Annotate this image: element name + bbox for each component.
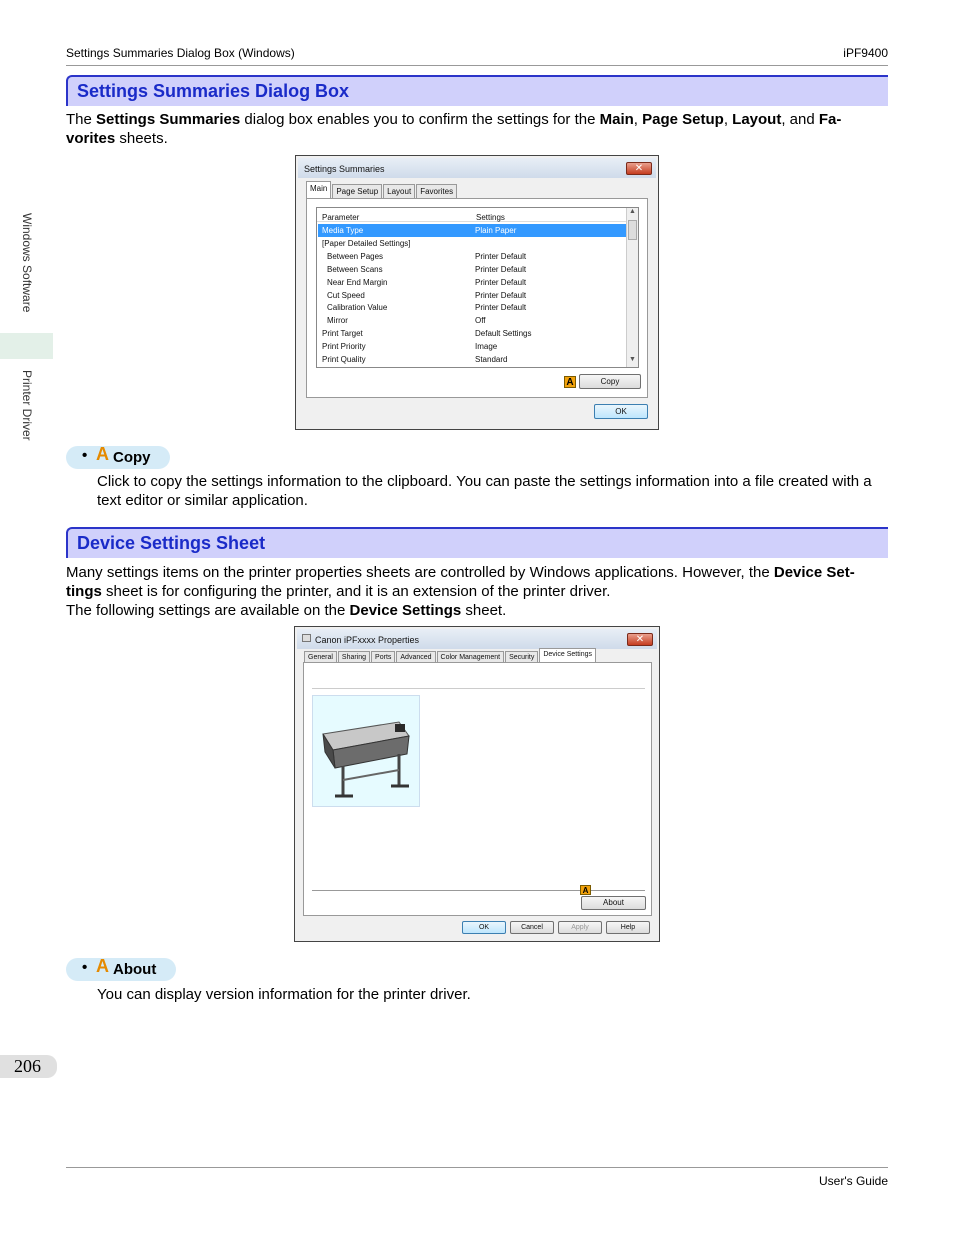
- dialog-title: Canon iPFxxxx Properties: [315, 635, 420, 645]
- dialog-titlebar: [298, 158, 656, 178]
- scroll-thumb[interactable]: [628, 220, 637, 240]
- list-scrollbar[interactable]: [626, 208, 638, 367]
- item-heading-copy: [66, 446, 170, 469]
- list-item[interactable]: Near End Margin Printer Default: [327, 278, 527, 287]
- item-label: About: [113, 961, 157, 978]
- close-icon[interactable]: ✕: [627, 633, 653, 646]
- tab-page-setup[interactable]: Page Setup: [332, 184, 382, 198]
- running-header: [66, 46, 888, 66]
- callout-letter: A: [96, 444, 109, 464]
- close-icon[interactable]: ✕: [626, 162, 652, 175]
- scroll-up-icon[interactable]: ▲: [629, 208, 636, 215]
- item-heading-about: [66, 958, 176, 981]
- apply-button[interactable]: Apply: [558, 921, 602, 934]
- divider: [312, 890, 645, 891]
- side-subsection-label: Printer Driver: [20, 370, 34, 441]
- help-button[interactable]: Help: [606, 921, 650, 934]
- large-format-printer-icon: [313, 696, 419, 806]
- tab-layout[interactable]: Layout: [383, 184, 415, 198]
- copy-description: Click to copy the settings information to the clipboard. You can paste the settings information into a file created with a text editor or similar application.: [97, 473, 872, 509]
- about-button[interactable]: About: [581, 896, 646, 910]
- tab-security[interactable]: Security: [505, 651, 538, 665]
- tab-sharing[interactable]: Sharing: [338, 651, 370, 665]
- list-item[interactable]: Print Target Default Settings: [322, 329, 532, 338]
- tab-main[interactable]: Main: [306, 181, 331, 198]
- section-title: Device Settings Sheet: [77, 533, 266, 553]
- bullet-icon: •: [82, 447, 88, 464]
- page-number-tab: [0, 1055, 57, 1078]
- printer-icon: [302, 634, 311, 642]
- cancel-button[interactable]: Cancel: [510, 921, 554, 934]
- tab-general[interactable]: General: [304, 651, 337, 665]
- section1-intro: The Settings Summaries dialog box enables you to confirm the settings for the Main, Page Setup, Layout, and Fa-vorites sheets.: [66, 111, 842, 147]
- list-item[interactable]: Print Priority Image: [322, 342, 498, 351]
- section2-paragraph-1: Many settings items on the printer properties sheets are controlled by Windows applications. However, the Device Set-tings sheet is for configuring the printer, and it is an extension of the printer driver.: [66, 564, 855, 600]
- running-footer: [66, 1167, 888, 1188]
- list-item[interactable]: Between Scans Printer Default: [327, 265, 527, 274]
- header-chapter-title: Settings Summaries Dialog Box (Windows): [66, 46, 295, 60]
- printer-image: [312, 695, 420, 807]
- header-model-name: iPF9400: [843, 46, 888, 60]
- item-label: Copy: [113, 449, 151, 466]
- footer-text: User's Guide: [819, 1174, 888, 1188]
- page-number: 206: [14, 1056, 41, 1076]
- list-item[interactable]: Mirror Off: [327, 316, 486, 325]
- side-tab-marker: [0, 333, 53, 359]
- list-item[interactable]: Cut Speed Printer Default: [327, 291, 527, 300]
- ok-button[interactable]: OK: [594, 404, 648, 419]
- section-heading-settings-summaries: [66, 75, 888, 106]
- column-parameter: Parameter: [322, 213, 360, 222]
- section-title: Settings Summaries Dialog Box: [77, 81, 350, 101]
- tab-panel: [306, 198, 648, 398]
- settings-list[interactable]: [316, 207, 639, 368]
- callout-marker-a: A: [580, 885, 591, 895]
- section2-paragraph-2: The following settings are available on the Device Settings sheet.: [66, 602, 507, 619]
- copy-button[interactable]: Copy: [579, 374, 641, 389]
- callout-marker-a: A: [564, 376, 576, 388]
- dialog-tabs: [306, 184, 458, 198]
- about-description: You can display version information for the printer driver.: [97, 986, 471, 1003]
- ok-button[interactable]: OK: [462, 921, 506, 934]
- settings-summaries-dialog: [295, 155, 659, 430]
- callout-letter: A: [96, 956, 109, 976]
- list-header: [317, 208, 626, 222]
- tab-ports[interactable]: Ports: [371, 651, 395, 665]
- scroll-down-icon[interactable]: ▼: [629, 356, 636, 363]
- printer-properties-dialog: [294, 626, 660, 942]
- list-item[interactable]: Print Quality Standard: [322, 355, 508, 364]
- list-item[interactable]: Calibration Value Printer Default: [327, 303, 527, 312]
- bullet-icon: •: [82, 959, 88, 976]
- tab-color-management[interactable]: Color Management: [437, 651, 505, 665]
- column-settings: Settings: [476, 213, 505, 222]
- tab-panel: [303, 662, 652, 916]
- dialog-title: Settings Summaries: [304, 164, 385, 174]
- tab-advanced[interactable]: Advanced: [396, 651, 435, 665]
- dialog-titlebar: [297, 629, 657, 649]
- list-item[interactable]: Media Type Plain Paper: [318, 224, 626, 237]
- tab-device-settings[interactable]: Device Settings: [539, 648, 596, 665]
- divider: [312, 688, 645, 689]
- tab-favorites[interactable]: Favorites: [416, 184, 457, 198]
- list-item[interactable]: [Paper Detailed Settings]: [322, 239, 411, 248]
- side-section-label: Windows Software: [20, 213, 34, 313]
- list-item[interactable]: Between Pages Printer Default: [327, 252, 527, 261]
- section-heading-device-settings: [66, 527, 888, 558]
